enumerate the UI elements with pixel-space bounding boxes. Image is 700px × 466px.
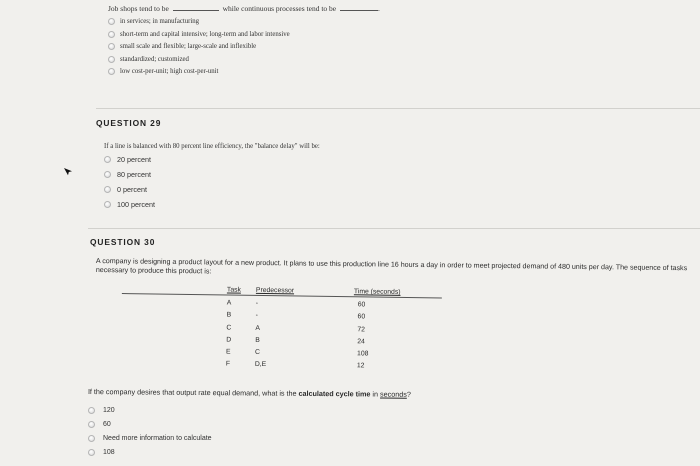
question-29-options	[104, 152, 155, 212]
question-divider	[96, 108, 700, 109]
table-cell-task: E	[226, 348, 231, 356]
table-cell-time: 72	[357, 325, 366, 333]
answer-option[interactable]	[108, 54, 668, 65]
task-table	[121, 285, 442, 372]
question-30-header: QUESTION 30	[90, 237, 156, 247]
answer-option-label: standardized; customized	[120, 55, 189, 63]
radio-button[interactable]	[104, 156, 111, 163]
answer-option-label: 60	[103, 420, 111, 428]
table-cell-time: 108	[357, 350, 369, 358]
answer-option[interactable]	[108, 41, 668, 52]
table-cell-time: 12	[356, 362, 365, 370]
table-cell-task: A	[226, 299, 232, 307]
answer-option[interactable]	[104, 182, 155, 197]
answer-option[interactable]	[104, 167, 155, 182]
question-29-stem: If a line is balanced with 80 percent line efficiency, the "balance delay" will be:	[104, 143, 320, 150]
radio-button[interactable]	[108, 43, 115, 50]
answer-option[interactable]	[104, 152, 155, 167]
answer-option-label: 100 percent	[117, 200, 155, 209]
table-cell-predecessor: A	[255, 324, 261, 332]
table-cell-time: 60	[357, 301, 366, 309]
radio-button[interactable]	[88, 449, 95, 456]
answer-option[interactable]	[108, 16, 668, 27]
answer-option[interactable]	[104, 197, 155, 212]
radio-button[interactable]	[104, 171, 111, 178]
answer-option-label: in services; in manufacturing	[120, 18, 200, 25]
question-30-options	[88, 403, 212, 459]
table-cell-predecessor: -	[255, 312, 258, 320]
table-cell-predecessor: C	[255, 349, 261, 357]
column-header-predecessor: Predecessor	[255, 286, 295, 295]
radio-button[interactable]	[88, 421, 95, 428]
radio-button[interactable]	[104, 201, 111, 208]
radio-button[interactable]	[88, 435, 95, 442]
answer-option-label: 120	[103, 406, 115, 414]
answer-option-label: short-term and capital intensive; long-term and labor intensive	[120, 30, 290, 38]
table-cell-time: 60	[357, 313, 366, 321]
table-cell-time: 24	[357, 338, 365, 346]
answer-option[interactable]	[108, 66, 668, 77]
answer-option[interactable]	[88, 417, 212, 431]
question-divider	[88, 228, 700, 229]
radio-button[interactable]	[88, 407, 95, 414]
answer-option-label: 0 percent	[117, 185, 147, 194]
table-cell-predecessor: D,E	[254, 361, 267, 369]
table-cell-task: D	[226, 336, 232, 344]
table-cell-predecessor: B	[255, 336, 260, 344]
answer-option[interactable]	[88, 445, 212, 459]
table-cell-predecessor: -	[255, 299, 259, 307]
answer-option-label: 20 percent	[117, 155, 151, 164]
question-30-prompt: If the company desires that output rate equal demand, what is the calculated cycle time in seconds?	[87, 387, 411, 399]
question-28-stem: Job shops tend to be while continuous processes tend to be .	[108, 4, 380, 13]
question-28-options	[108, 16, 668, 77]
radio-button[interactable]	[108, 68, 115, 75]
radio-button[interactable]	[108, 18, 115, 25]
column-header-task: Task	[226, 286, 241, 294]
radio-button[interactable]	[108, 31, 115, 38]
table-cell-task: C	[226, 324, 232, 332]
table-cell-task: F	[225, 360, 231, 369]
answer-option[interactable]	[88, 431, 212, 445]
question-28	[108, 4, 668, 79]
radio-button[interactable]	[108, 56, 115, 63]
answer-option-label: low cost-per-unit; high cost-per-unit	[120, 68, 219, 76]
answer-option-label: 108	[103, 448, 115, 456]
answer-option-label: small scale and flexible; large-scale and inflexible	[120, 43, 257, 51]
radio-button[interactable]	[104, 186, 111, 193]
question-30-stem: A company is designing a product layout for a new product. It plans to use this production line 16 hours a day in order to meet projected demand of 480 units per day. The sequence of tasks necessary to produce this product is:	[95, 257, 688, 275]
answer-option[interactable]	[88, 403, 212, 417]
answer-option[interactable]	[108, 29, 668, 40]
answer-option-label: 80 percent	[117, 170, 151, 179]
question-29-header: QUESTION 29	[96, 118, 162, 128]
blank-line	[340, 4, 378, 11]
blank-line	[173, 4, 219, 11]
answer-option-label: Need more information to calculate	[103, 434, 212, 442]
column-header-time: Time (seconds)	[353, 288, 401, 296]
mouse-cursor-icon	[64, 168, 72, 176]
table-cell-task: B	[226, 311, 232, 319]
